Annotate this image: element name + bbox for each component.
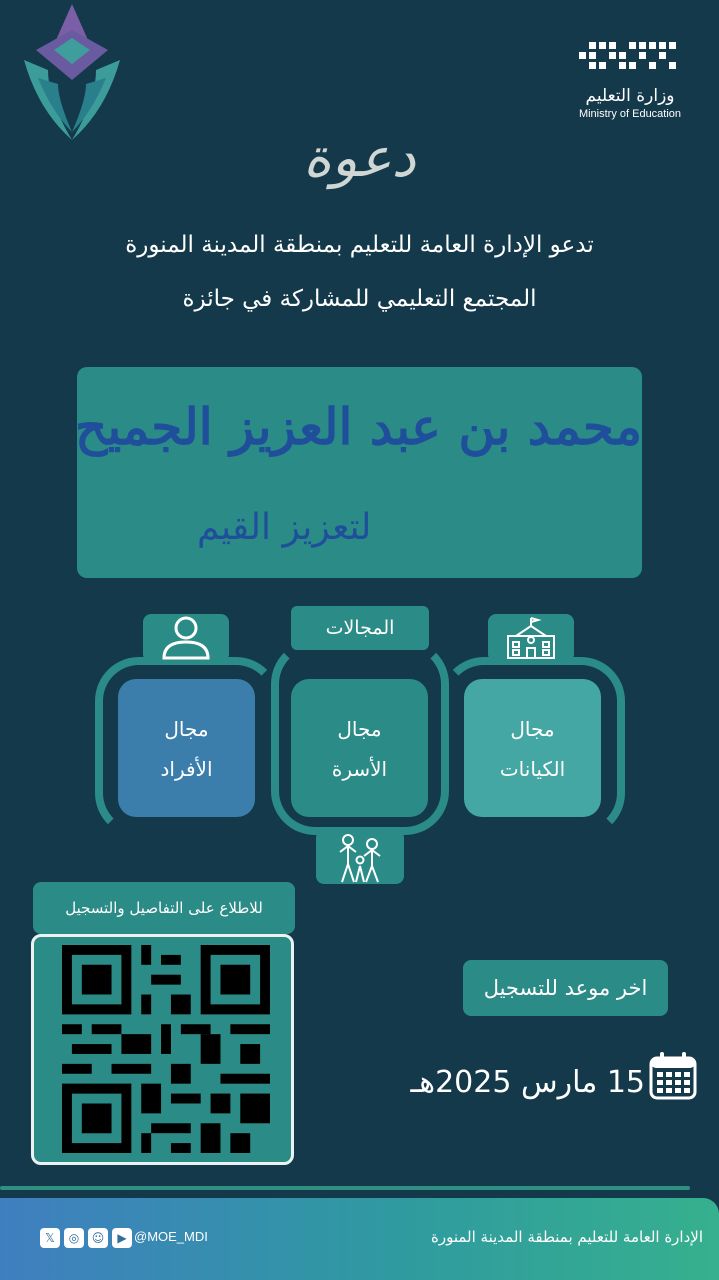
- person-icon: [143, 614, 229, 662]
- family-icon: [316, 830, 404, 884]
- domains-title: المجالات: [291, 606, 429, 650]
- domain-card-line1: مجال: [510, 717, 555, 741]
- invitation-title: دعوة: [303, 126, 416, 189]
- snapchat-icon[interactable]: ☺: [88, 1228, 108, 1248]
- intro-line-1: تدعو الإدارة العامة للتعليم بمنطقة المدينة المنورة: [125, 232, 594, 258]
- instagram-icon[interactable]: ◎: [64, 1228, 84, 1248]
- qr-code-box[interactable]: [31, 934, 294, 1165]
- domain-card-line2: الأفراد: [160, 757, 213, 781]
- family-icon-tab: [316, 830, 404, 884]
- qr-label: للاطلاع على التفاصيل والتسجيل: [33, 882, 295, 934]
- x-icon[interactable]: 𝕏: [40, 1228, 60, 1248]
- calendar-icon: [648, 1050, 698, 1100]
- ministry-name-ar: وزارة التعليم: [585, 86, 675, 106]
- qr-code-icon[interactable]: [62, 945, 270, 1153]
- award-banner: [77, 367, 642, 578]
- domain-card-line1: مجال: [337, 717, 382, 741]
- domain-card-entities[interactable]: [464, 679, 601, 817]
- deadline-date: 15 مارس 2025هـ: [410, 1065, 645, 1100]
- ministry-name-en: Ministry of Education: [578, 108, 682, 120]
- deadline-label: اخر موعد للتسجيل: [463, 960, 668, 1016]
- domain-card-line2: الأسرة: [331, 757, 388, 781]
- entities-icon-tab: [488, 614, 574, 662]
- domain-card-individuals[interactable]: [118, 679, 255, 817]
- social-handle[interactable]: @MOE_MDI: [134, 1229, 208, 1244]
- award-name: محمد بن عبد العزيز الجميح: [75, 397, 642, 456]
- award-subtitle: لتعزيز القيم: [197, 507, 372, 548]
- youtube-icon[interactable]: ▶: [112, 1228, 132, 1248]
- domain-card-line1: مجال: [164, 717, 209, 741]
- ministry-dots-icon: [575, 36, 685, 76]
- intro-line-2: المجتمع التعليمي للمشاركة في جائزة: [182, 286, 537, 312]
- domain-card-family[interactable]: [291, 679, 428, 817]
- footer-divider: [0, 1186, 690, 1190]
- school-building-icon: [488, 614, 574, 662]
- footer-org-name: الإدارة العامة للتعليم بمنطقة المدينة المنورة: [430, 1228, 703, 1246]
- social-icons: [40, 1227, 132, 1249]
- domain-card-line2: الكيانات: [499, 757, 566, 781]
- individuals-icon-tab: [143, 614, 229, 662]
- footer-bar: [0, 1198, 719, 1280]
